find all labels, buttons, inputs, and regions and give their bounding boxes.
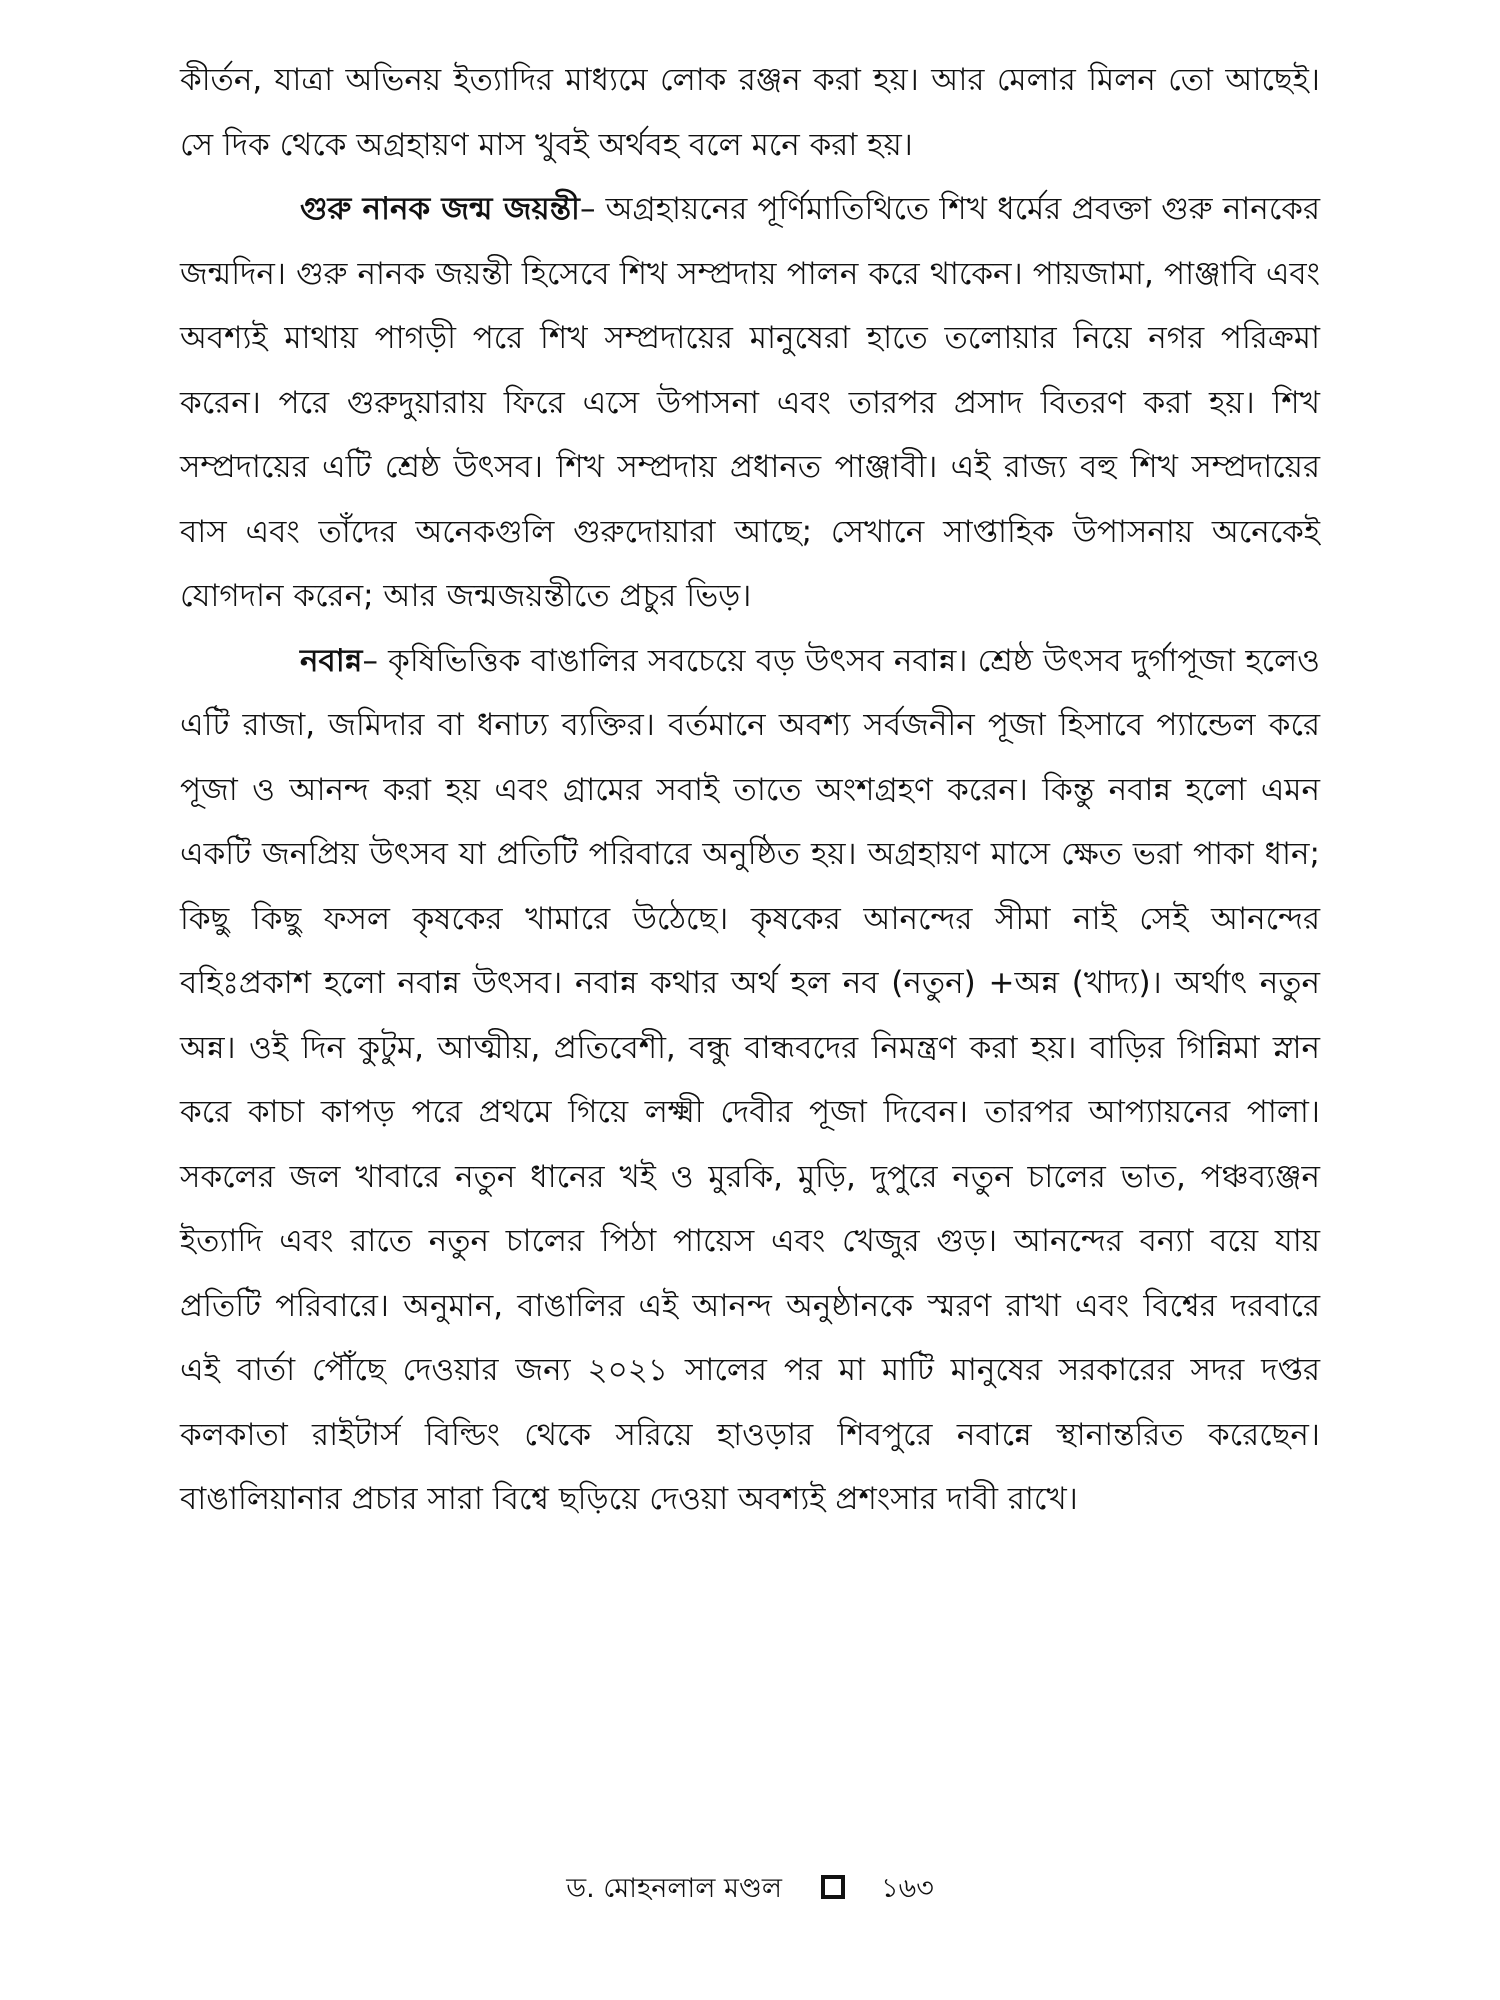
paragraph-nabanna — [180, 629, 1320, 1532]
square-outline-icon — [821, 1875, 845, 1899]
paragraph-text: কীর্তন, যাত্রা অভিনয় ইত্যাদির মাধ্যমে লোক রঞ্জন করা হয়। আর মেলার মিলন তো আছেই। সে দিক থেকে অগ্রহায়ণ মাস খুবই অর্থবহ বলে মনে করা হয়। — [180, 62, 1320, 163]
section-heading: নবান্ন — [300, 642, 363, 679]
section-heading: গুরু নানক জন্ম জয়ন্তী — [300, 191, 580, 227]
page-body — [180, 48, 1320, 1532]
paragraph-guru-nanak — [180, 177, 1320, 629]
footer-author: ড. মোহনলাল মণ্ডল — [566, 1872, 782, 1904]
paragraph-intro — [180, 48, 1320, 177]
paragraph-text: – কৃষিভিত্তিক বাঙালির সবচেয়ে বড় উৎসব নবান্ন। শ্রেষ্ঠ উৎসব দুর্গাপূজা হলেও এটি রাজা, জমিদার বা ধনাঢ্য ব্যক্তির। বর্তমানে অবশ্য সর্বজনীন পূজা হিসাবে প্যান্ডেল করে পূজা ও আনন্দ করা হয় এবং গ্রামের সবাই তাতে অংশগ্রহণ করেন। কিন্তু নবান্ন হলো এমন একটি জনপ্রিয় উৎসব যা প্রতিটি পরিবারে অনুষ্ঠিত হয়। অগ্রহায়ণ মাসে ক্ষেত ভরা পাকা ধান; কিছু কিছু ফসল কৃষকের খামারে উঠেছে। কৃষকের আনন্দের সীমা নাই সেই আনন্দের বহিঃপ্রকাশ হলো নবান্ন উৎসব। নবান্ন কথার অর্থ হল নব (নতুন) +অন্ন (খাদ্য)। অর্থাৎ নতুন অন্ন। ওই দিন কুটুম, আত্মীয়, প্রতিবেশী, বন্ধু বান্ধবদের নিমন্ত্রণ করা হয়। বাড়ির গিন্নিমা স্নান করে কাচা কাপড় পরে প্রথমে গিয়ে লক্ষ্মী দেবীর পূজা দিবেন। তারপর আপ্যায়নের পালা। সকলের জল খাবারে নতুন ধানের খই ও মুরকি, মুড়ি, দুপুরে নতুন চালের ভাত, পঞ্চব্যঞ্জন ইত্যাদি এবং রাতে নতুন চালের পিঠা পায়েস এবং খেজুর গুড়। আনন্দের বন্যা বয়ে যায় প্রতিটি পরিবারে। অনুমান, বাঙালির এই আনন্দ অনুষ্ঠানকে স্মরণ রাখা এবং বিশ্বের দরবারে এই বার্তা পৌঁছে দেওয়ার জন্য ২০২১ সালের পর মা মাটি মানুষের সরকারের সদর দপ্তর কলকাতা রাইটার্স বিল্ডিং থেকে সরিয়ে হাওড়ার শিবপুরে নবান্নে স্থানান্তরিত করেছেন। বাঙালিয়ানার প্রচার সারা বিশ্বে ছড়িয়ে দেওয়া অবশ্যই প্রশংসার দাবী রাখে। — [180, 642, 1320, 1517]
paragraph-text: – অগ্রহায়নের পূর্ণিমাতিথিতে শিখ ধর্মের প্রবক্তা গুরু নানকের জন্মদিন। গুরু নানক জয়ন্তী হিসেবে শিখ সম্প্রদায় পালন করে থাকেন। পায়জামা, পাঞ্জাবি এবং অবশ্যই মাথায় পাগড়ী পরে শিখ সম্প্রদায়ের মানুষেরা হাতে তলোয়ার নিয়ে নগর পরিক্রমা করেন। পরে গুরুদুয়ারায় ফিরে এসে উপাসনা এবং তারপর প্রসাদ বিতরণ করা হয়। শিখ সম্প্রদায়ের এটি শ্রেষ্ঠ উৎসব। শিখ সম্প্রদায় প্রধানত পাঞ্জাবী। এই রাজ্য বহু শিখ সম্প্রদায়ের বাস এবং তাঁদের অনেকগুলি গুরুদোয়ারা আছে; সেখানে সাপ্তাহিক উপাসনায় অনেকেই যোগদান করেন; আর জন্মজয়ন্তীতে প্রচুর ভিড়। — [180, 191, 1321, 614]
page-number: ১৬৩ — [881, 1872, 934, 1904]
page-footer — [0, 1868, 1500, 1909]
